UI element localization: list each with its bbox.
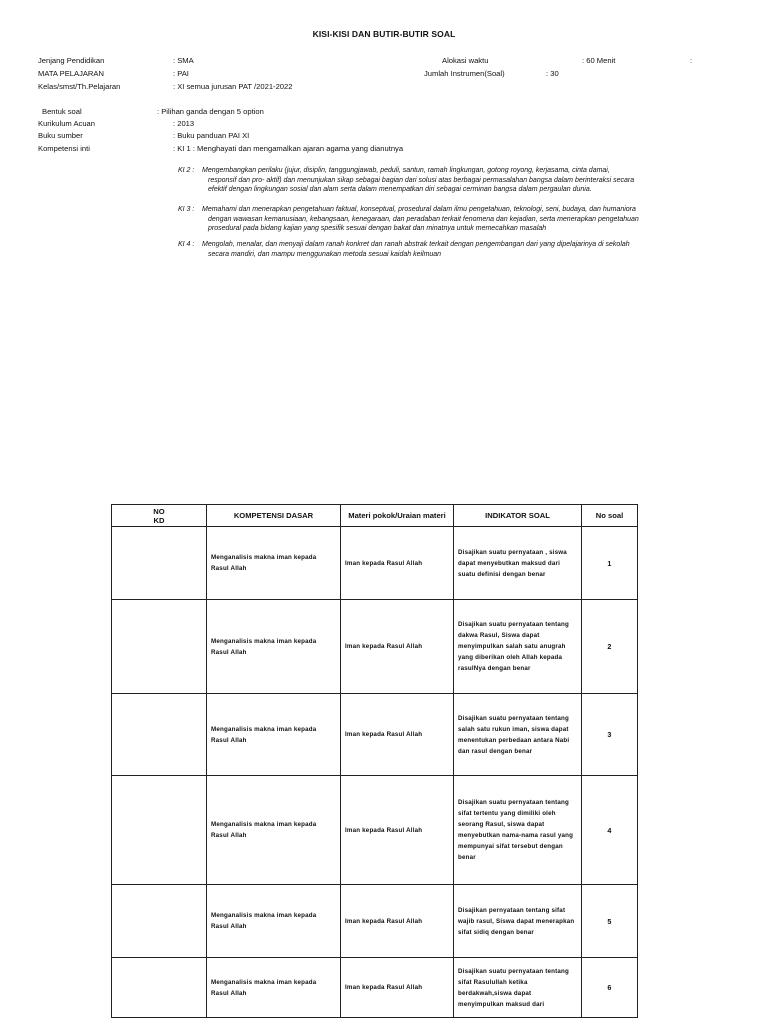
cell-kompetensi-dasar: Menganalisis makna iman kepada Rasul Allah	[207, 958, 341, 1018]
cell-no-kd	[112, 694, 207, 776]
table-row	[112, 527, 638, 600]
info-value-buku: : Buku panduan PAI XI	[173, 131, 250, 140]
cell-materi: Iman kepada Rasul Allah	[341, 885, 454, 958]
ki4-line-1: Mengolah, menalar, dan menyaji dalam ranah konkret dan ranah abstrak terkait dengan pengembangan dari yang dipelajarinya di sekolah	[202, 241, 630, 248]
cell-kompetensi-dasar: Menganalisis makna iman kepada Rasul Allah	[207, 527, 341, 600]
document-title: KISI-KISI DAN BUTIR-BUTIR SOAL	[312, 29, 456, 39]
cell-materi: Iman kepada Rasul Allah	[341, 776, 454, 885]
table-row	[112, 694, 638, 776]
cell-no-kd	[112, 527, 207, 600]
cell-materi: Iman kepada Rasul Allah	[341, 527, 454, 600]
table-header-row	[112, 505, 638, 527]
cell-no-soal: 3	[582, 694, 638, 776]
header-indikator: INDIKATOR SOAL	[454, 505, 582, 527]
info-label-ki: Kompetensi inti	[38, 144, 90, 153]
cell-kompetensi-dasar: Menganalisis makna iman kepada Rasul Allah	[207, 694, 341, 776]
info-label-kurikulum: Kurikulum Acuan	[38, 119, 95, 128]
header-value-alokasi: : 60 Menit	[582, 56, 616, 65]
cell-kompetensi-dasar: Menganalisis makna iman kepada Rasul Allah	[207, 885, 341, 958]
ki4-label: KI 4 :	[178, 241, 195, 248]
header-label-kelas: Kelas/smst/Th.Pelajaran	[38, 82, 121, 91]
cell-no-soal: 5	[582, 885, 638, 958]
header-label-jenjang: Jenjang Pendidikan	[38, 56, 105, 65]
ki2-block	[178, 166, 718, 195]
ki3-block	[178, 205, 718, 234]
cell-materi: Iman kepada Rasul Allah	[341, 694, 454, 776]
header-no-kd-line2: KD	[153, 515, 165, 525]
header-label-mapel: MATA PELAJARAN	[38, 69, 104, 78]
header-value-jumlah: : 30	[546, 69, 559, 78]
cell-indikator: Disajikan suatu pernyataan tentang dakwa Rasul, Siswa dapat menyimpulkan salah satu anugrah yang diberikan oleh Allah kepada rasulNya dengan benar	[454, 600, 582, 694]
header-value-jenjang: : SMA	[173, 56, 194, 65]
info-value-ki1: : KI 1 : Menghayati dan mengamalkan ajaran agama yang dianutnya	[173, 144, 404, 153]
cell-materi: Iman kepada Rasul Allah	[341, 958, 454, 1018]
header-no-soal: No soal	[582, 505, 638, 527]
table-row	[112, 885, 638, 958]
header-kompetensi-dasar: KOMPETENSI DASAR	[207, 505, 341, 527]
ki3-label: KI 3 :	[178, 206, 195, 213]
kisi-kisi-table	[111, 504, 638, 1018]
cell-no-kd	[112, 600, 207, 694]
header-value-kelas: : XI semua jurusan PAT /2021-2022	[173, 82, 293, 91]
header-no-kd	[112, 505, 207, 527]
ki2-line-1: Mengembangkan perilaku (jujur, disiplin, tanggungjawab, peduli, santun, ramah lingkungan, gotong royong, kerjasama, cinta damai,	[202, 167, 610, 174]
header-no-kd-line1: NO	[153, 506, 165, 516]
info-value-kurikulum: : 2013	[173, 119, 195, 128]
header-extra-colon: :	[690, 56, 693, 65]
cell-no-soal: 4	[582, 776, 638, 885]
ki2-line-2: responsif dan pro- aktif) dan menunjukan sikap sebagai bagian dari solusi atas berbagai permasalahan bangsa dalam berinteraksi secara	[208, 176, 635, 184]
cell-indikator: Disajikan suatu pernyataan tentang salah satu rukun iman, siswa dapat menentukan perbedaan antara Nabi dan rasul dengan benar	[454, 694, 582, 776]
ki3-line-3: prosedural pada bidang kajian yang spesifik sesuai dengan bakat dan minatnya untuk memecahkan masalah	[208, 225, 547, 233]
info-label-bentuk: Bentuk soal	[42, 107, 82, 116]
cell-no-soal: 6	[582, 958, 638, 1018]
cell-kompetensi-dasar: Menganalisis makna iman kepada Rasul Allah	[207, 600, 341, 694]
cell-materi: Iman kepada Rasul Allah	[341, 600, 454, 694]
cell-no-kd	[112, 776, 207, 885]
cell-indikator: Disajikan suatu pernyataan tentang sifat Rasulullah ketika berdakwah,siswa dapat menyimpulkan maksud dari	[454, 958, 582, 1018]
ki2-label: KI 2 :	[178, 167, 195, 174]
header-label-jumlah: Jumlah Instrumen(Soal)	[424, 69, 505, 78]
cell-no-kd	[112, 885, 207, 958]
table-row	[112, 600, 638, 694]
header-value-mapel: : PAI	[173, 69, 189, 78]
cell-no-kd	[112, 958, 207, 1018]
cell-kompetensi-dasar: Menganalisis makna iman kepada Rasul Allah	[207, 776, 341, 885]
cell-no-soal: 1	[582, 527, 638, 600]
info-label-buku: Buku sumber	[38, 131, 83, 140]
table-row	[112, 776, 638, 885]
header-label-alokasi: Alokasi waktu	[442, 56, 489, 65]
ki4-line-2: secara mandiri, dan mampu menggunakan metoda sesuai kaidah keilmuan	[208, 250, 442, 258]
header-materi: Materi pokok/Uraian materi	[341, 505, 454, 527]
table-row	[112, 958, 638, 1018]
cell-indikator: Disajikan suatu pernyataan , siswa dapat menyebutkan maksud dari suatu definisi dengan benar	[454, 527, 582, 600]
ki3-line-2: dengan wawasan kemanusiaan, kebangsaan, kenegaraan, dan peradaban terkait fenomena dan kejadian, serta menerapkan pengetahuan	[208, 215, 639, 223]
info-value-bentuk: : Pilihan ganda dengan 5 option	[157, 107, 264, 116]
ki4-block	[178, 240, 718, 259]
cell-no-soal: 2	[582, 600, 638, 694]
ki3-line-1: Memahami dan menerapkan pengetahuan faktual, konseptual, prosedural dalam ilmu pengetahuan, teknologi, seni, budaya, dan humaniora	[202, 206, 636, 213]
cell-indikator: Disajikan suatu pernyataan tentang sifat tertentu yang dimiliki oleh seorang Rasul, siswa dapat menyebutkan nama-nama rasul yang mempunyai sifat tersebut dengan benar	[454, 776, 582, 885]
ki2-line-3: efektif dengan lingkungan sosial dan alam serta dalam menempatkan diri sebagai cerminan bangsa dalam pergaulan dunia.	[208, 186, 592, 194]
cell-indikator: Disajikan pernyataan tentang sifat wajib rasul, Siswa dapat menerapkan sifat sidiq dengan benar	[454, 885, 582, 958]
